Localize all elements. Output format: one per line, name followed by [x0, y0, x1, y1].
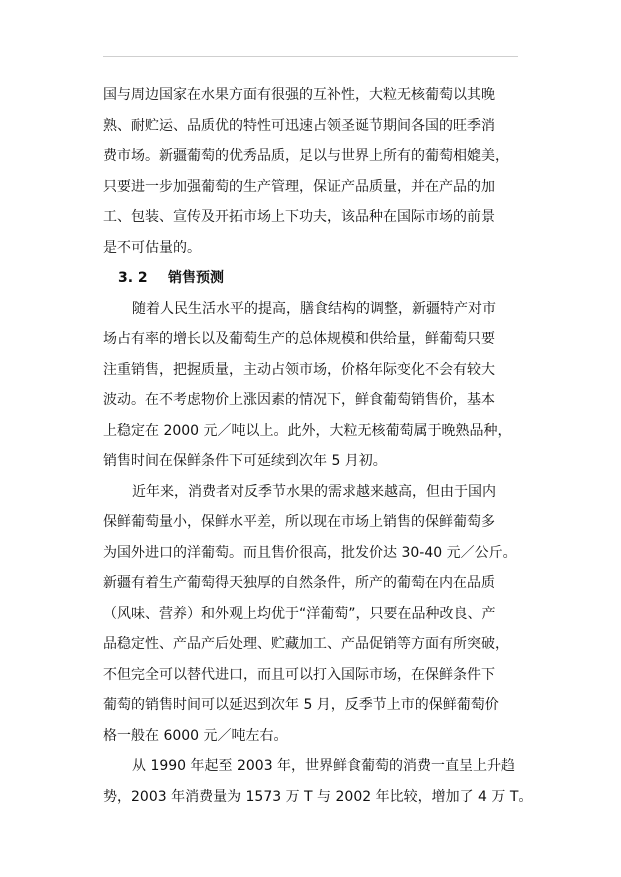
text-line: 随着人民生活水平的提高，膳食结构的调整，新疆特产对市 — [132, 300, 496, 317]
text-line: 是不可估量的。 — [103, 239, 201, 256]
text-line: 费市场。新疆葡萄的优秀品质，足以与世界上所有的葡萄相媲美， — [103, 148, 509, 164]
text-line: 销售时间在保鲜条件下可延续到次年 5 月初。 — [103, 453, 387, 469]
text-line: 波动。在不考虑物价上涨因素的情况下，鲜食葡萄销售价，基本 — [103, 392, 495, 408]
body-text — [103, 80, 543, 812]
text-line: 新疆有着生产葡萄得天独厚的自然条件，所产的葡萄在内在品质 — [103, 575, 495, 591]
text-line: （风味、营养）和外观上均优于“洋葡萄”，只要在品种改良、产 — [103, 605, 496, 622]
text-line: 葡萄的销售时间可以延迟到次年 5 月，反季节上市的保鲜葡萄价 — [103, 697, 499, 713]
text-line: 国与周边国家在水果方面有很强的互补性，大粒无核葡萄以其晚 — [103, 87, 495, 103]
text-line: 场占有率的增长以及葡萄生产的总体规模和供给量，鲜葡萄只要 — [103, 331, 495, 347]
text-line: 势，2003 年消费量为 1573 万 T 与 2002 年比较，增加了 4 万 T。 — [103, 788, 533, 805]
paragraph-off-season-demand — [103, 477, 543, 752]
text-line: 上稳定在 2000 元／吨以上。此外，大粒无核葡萄属于晚熟品种， — [103, 422, 512, 439]
continued-paragraph — [103, 80, 543, 263]
text-line: 熟、耐贮运、品质优的特性可迅速占领圣诞节期间各国的旺季消 — [103, 117, 495, 134]
paragraph-price-forecast — [103, 294, 543, 477]
text-line: 品稳定性、产品产后处理、贮藏加工、产品促销等方面有所突破， — [103, 636, 509, 652]
text-line: 只要进一步加强葡萄的生产管理，保证产品质量，并在产品的加 — [103, 178, 495, 195]
text-line: 格一般在 6000 元／吨左右。 — [103, 727, 288, 744]
header-rule — [103, 56, 518, 57]
text-line: 注重销售，把握质量，主动占领市场，价格年际变化不会有较大 — [103, 361, 495, 378]
text-line: 近年来，消费者对反季节水果的需求越来越高，但由于国内 — [132, 483, 496, 500]
text-line: 从 1990 年起至 2003 年，世界鲜食葡萄的消费一直呈上升趋 — [132, 758, 516, 774]
section-number: 3. 2 — [118, 270, 148, 286]
text-line: 为国外进口的洋葡萄。而且售价很高，批发价达 30-40 元／公斤。 — [103, 544, 517, 561]
text-line: 不但完全可以替代进口，而且可以打入国际市场，在保鲜条件下 — [103, 666, 495, 683]
section-heading — [103, 263, 543, 294]
paragraph-world-consumption — [103, 751, 543, 812]
text-line: 保鲜葡萄量小，保鲜水平差，所以现在市场上销售的保鲜葡萄多 — [103, 514, 495, 530]
text-line: 工、包装、宣传及开拓市场上下功夫，该品种在国际市场的前景 — [103, 209, 495, 225]
section-title: 销售预测 — [168, 270, 224, 286]
